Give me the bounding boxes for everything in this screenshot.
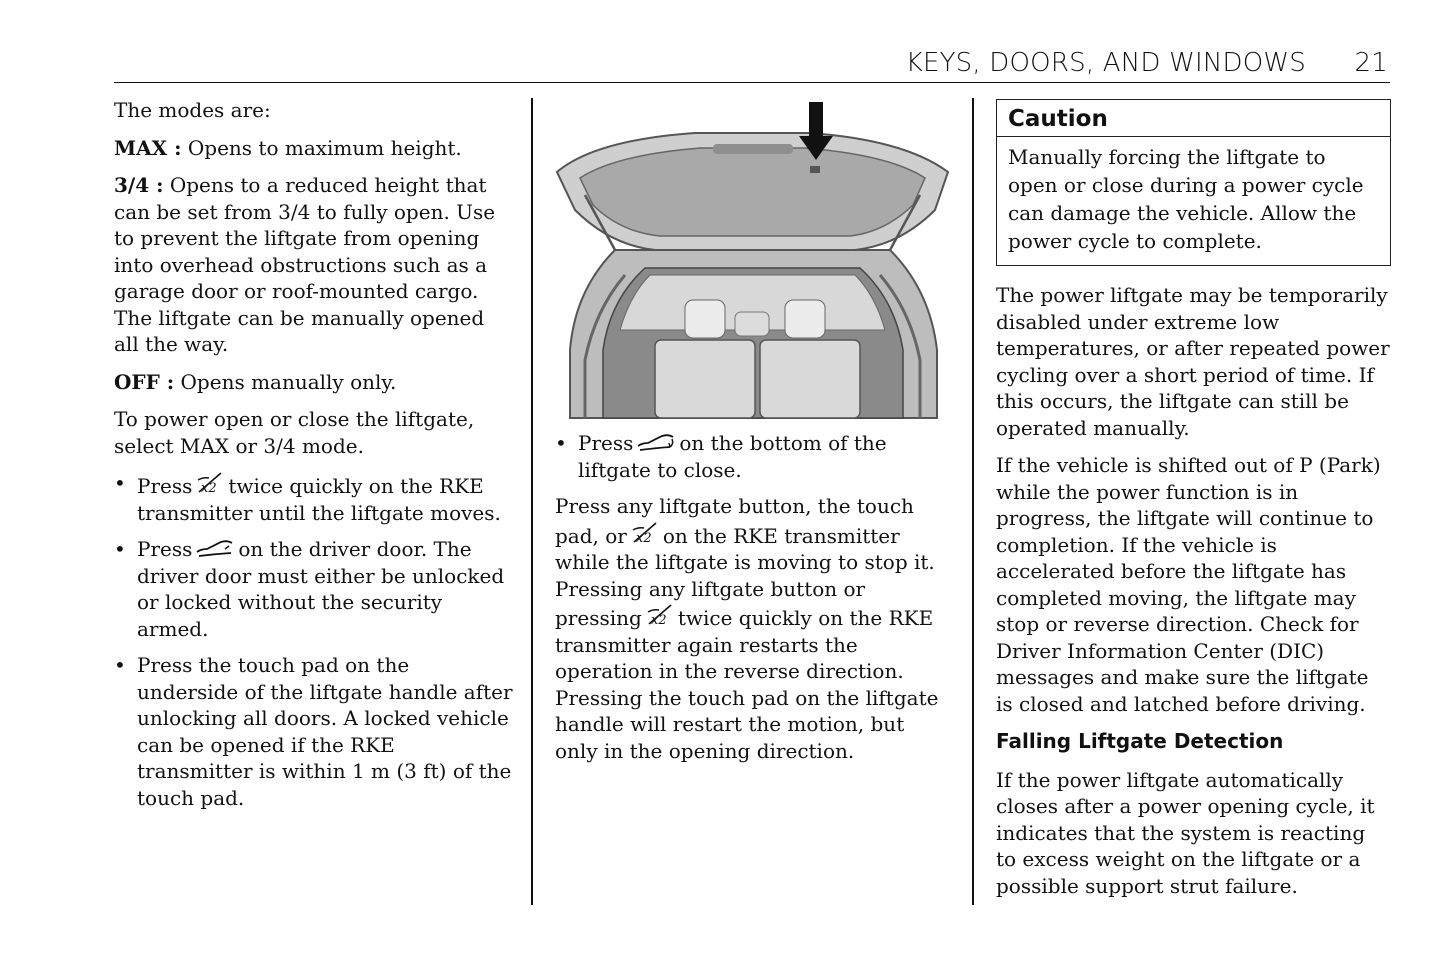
bullet-icon: • [114, 471, 126, 495]
caution-box [996, 99, 1391, 266]
temperature-paragraph: The power liftgate may be temporarily disabled under extreme low temperatures, or after repeated power cycling over a short period of time. If this occurs, the liftgate can still be operated manually. [996, 283, 1390, 440]
paragraph-text: Press any liftgate button, the touch pad, or [555, 494, 914, 548]
liftgate-close-icon [636, 431, 676, 453]
mode-max-label: MAX : [114, 135, 182, 160]
power-open-steps [114, 470, 514, 811]
bullet-text: twice quickly on the RKE transmitter until the liftgate moves. [137, 474, 501, 525]
falling-liftgate-paragraph: If the power liftgate automatically closes after a power opening cycle, it indicates that the system is reacting to excess weight on the liftgate or a possible support strut failure. [996, 767, 1375, 898]
caution-body: Manually forcing the liftgate to open or close during a power cycle can damage the vehicle. Allow the power cycle to complete. [1008, 145, 1364, 253]
liftgate-x2-icon [645, 602, 675, 628]
mode-off [114, 369, 514, 396]
page-number: 21 [1354, 48, 1388, 78]
bullet-icon: • [114, 653, 126, 677]
bullet-text: on the bottom of the liftgate to close. [578, 431, 887, 482]
open-liftgate-image [555, 100, 950, 420]
liftgate-illustration [555, 100, 950, 420]
section-title: KEYS, DOORS, AND WINDOWS [905, 48, 1306, 78]
column-3 [996, 282, 1391, 910]
bullet-text: Press [137, 537, 193, 561]
paragraph-text: twice quickly on the RKE transmitter again restarts the operation in the reverse direction. Pressing the touch pad on the liftgate handle will restart the motion, but only in the opening direction. [555, 606, 939, 763]
paragraph-text: on the RKE transmitter while the liftgate is moving to stop it. Pressing any liftgate button or pressing [555, 523, 935, 630]
bullet-text: Press the touch pad on the underside of the liftgate handle after unlocking all doors. A locked vehicle can be opened if the RKE transmitter is within 1 m (3 ft) of the touch pad. [137, 653, 513, 810]
caution-title: Caution [997, 100, 1390, 137]
column-divider-2 [972, 98, 974, 905]
list-item [114, 470, 514, 526]
mode-max-text: Opens to maximum height. [181, 135, 462, 160]
column-divider-1 [531, 98, 533, 905]
list-item [555, 430, 950, 483]
bullet-icon: • [555, 431, 567, 455]
falling-liftgate-heading: Falling Liftgate Detection [996, 729, 1284, 753]
park-shift-paragraph: If the vehicle is shifted out of P (Park) while the power function is in progress, the liftgate will continue to completion. If the vehicle is accelerated before the liftgate has completed moving, the liftgate may stop or reverse direction. Check for Driver Information Center (DIC) messages and make sure the liftgate is closed and latched before driving. [996, 453, 1381, 716]
modes-intro: The modes are: [114, 98, 271, 122]
column-2 [555, 430, 950, 775]
liftgate-x2-icon [630, 520, 660, 546]
mode-three-quarter [114, 172, 514, 358]
page-header [114, 44, 1390, 83]
liftgate-door-icon [195, 537, 235, 559]
bullet-icon: • [114, 537, 126, 561]
column-1 [114, 97, 514, 821]
mode-max [114, 135, 514, 162]
mode-off-label: OFF : [114, 369, 175, 394]
list-item [114, 652, 514, 811]
stop-reverse-paragraph [555, 493, 950, 764]
bullet-text: on the driver door. The driver door must either be unlocked or locked without the security armed. [137, 537, 505, 641]
close-steps [555, 430, 950, 483]
mode-three-quarter-label: 3/4 : [114, 173, 164, 197]
bullet-text: Press [578, 431, 634, 455]
bullet-text: Press [137, 474, 193, 498]
mode-off-text: Opens manually only. [174, 369, 397, 394]
power-open-intro: To power open or close the liftgate, select MAX or 3/4 mode. [114, 407, 475, 458]
mode-three-quarter-text: Opens to a reduced height that can be set from 3/4 to fully open. Use to prevent the liftgate from opening into overhead obstructions such as a garage door or roof-mounted cargo. The liftgate can be manually opened all the way. [114, 173, 496, 356]
liftgate-x2-icon [195, 470, 225, 496]
list-item [114, 536, 514, 642]
